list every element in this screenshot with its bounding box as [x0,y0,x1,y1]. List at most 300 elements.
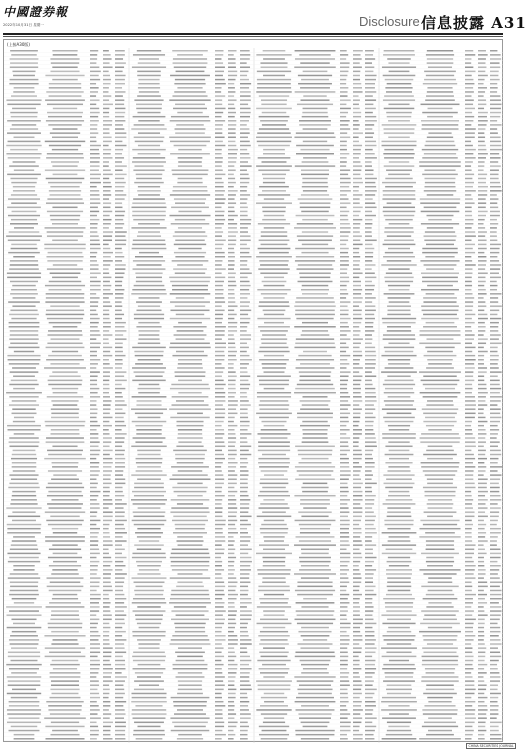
table-cell-text [465,594,476,596]
table-cell-text [428,717,452,719]
table-cell-text [387,730,411,732]
table-cell-text [103,347,112,349]
table-cell-text [103,474,111,476]
table-cell-text [296,697,334,699]
table-cell-text [298,240,332,242]
table-cell-text [296,132,334,134]
table-cell-text [48,705,82,707]
table-cell-text [9,83,38,85]
table-cell-text [302,178,327,180]
table-cell-text [48,116,82,118]
table-cell-text [13,470,36,472]
table-cell-text [228,334,234,336]
table-cell-text [103,285,111,287]
table-cell-text [171,594,210,596]
table-cell-text [136,178,162,180]
table-cell-text [382,668,416,670]
table-cell-text [47,396,84,398]
table-cell-text [115,462,125,464]
table-cell-text [299,120,331,122]
table-cell-text [136,462,162,464]
table-cell-text [138,186,160,188]
table-cell-text [385,351,413,353]
table-cell-text [103,330,109,332]
table-cell-text [261,231,287,233]
table-cell-text [465,178,472,180]
table-cell-text [178,680,202,682]
table-cell-text [365,491,372,493]
table-cell-text [44,635,85,637]
table-cell-text [103,153,111,155]
table-cell-text [170,557,210,559]
table-cell-text [176,314,205,316]
table-cell-text [215,322,222,324]
table-cell-text [340,248,349,250]
table-cell-text [132,289,165,291]
table-cell-text [139,384,160,386]
table-cell-text [13,186,35,188]
table-cell-text [240,240,251,242]
table-cell-text [478,289,486,291]
table-cell-text [465,717,476,719]
table-cell-text [240,231,248,233]
table-cell-text [490,310,499,312]
table-cell-text [132,421,167,423]
table-cell-text [490,421,500,423]
table-cell-text [478,495,485,497]
table-cell-text [490,132,498,134]
table-cell-text [365,330,374,332]
table-cell-text [478,569,486,571]
table-cell-text [115,79,125,81]
table-cell-text [7,676,42,678]
table-cell-text [7,528,40,530]
table-cell-text [13,375,35,377]
table-cell-text [490,664,497,666]
table-cell-text [228,223,237,225]
table-cell-text [465,75,472,77]
table-cell-text [261,104,286,106]
table-cell-text [90,664,100,666]
table-cell-text [9,396,38,398]
table-cell-text [425,491,456,493]
table-cell-text [240,153,249,155]
table-cell-text [340,264,349,266]
table-cell-text [215,413,225,415]
table-cell-text [9,610,39,612]
table-cell-text [258,169,289,171]
table-cell-text [175,652,205,654]
table-cell-text [465,697,471,699]
table-cell-text [465,71,476,73]
table-cell-text [365,128,372,130]
table-cell-text [115,83,125,85]
table-cell-text [46,347,85,349]
footer-page-tag: CHINA SECURITIES JOURNAL [466,743,516,749]
table-cell-text [490,153,499,155]
table-cell-text [50,71,79,73]
table-cell-text [382,717,416,719]
table-cell-text [44,367,86,369]
table-cell-text [340,95,348,97]
table-cell-text [9,668,39,670]
table-cell-text [353,244,363,246]
table-cell-text [478,474,484,476]
table-cell-text [465,66,473,68]
table-cell-text [428,429,451,431]
table-cell-text [228,227,237,229]
table-cell-text [296,367,335,369]
table-cell-text [340,581,349,583]
table-cell-text [115,137,126,139]
table-cell-text [90,631,98,633]
table-cell-text [115,532,127,534]
table-cell-text [262,124,286,126]
table-cell-text [103,388,110,390]
table-cell-text [228,231,238,233]
table-cell-text [240,75,247,77]
table-cell-text [173,701,207,703]
table-cell-text [90,404,96,406]
table-cell-text [132,713,167,715]
table-cell-text [478,446,484,448]
table-cell-text [465,54,475,56]
table-cell-text [134,581,165,583]
table-cell-text [427,697,452,699]
table-cell-text [300,207,330,209]
table-cell-text [215,215,224,217]
table-cell-text [385,252,413,254]
table-cell-text [340,116,346,118]
table-cell-text [340,87,348,89]
table-cell-text [340,684,350,686]
table-cell-text [263,647,285,649]
table-cell-text [103,79,111,81]
table-cell-text [215,602,225,604]
table-cell-text [256,54,291,56]
table-cell-text [138,132,160,134]
table-cell-text [478,400,485,402]
table-cell-text [263,50,286,52]
table-cell-text [8,561,40,563]
table-cell-text [340,676,348,678]
table-cell-text [465,190,476,192]
table-cell-text [365,235,372,237]
table-cell-text [228,614,236,616]
table-cell-text [133,260,165,262]
table-cell-text [215,499,222,501]
table-cell-text [176,297,204,299]
table-cell-text [173,268,207,270]
table-cell-text [478,581,487,583]
table-cell-text [353,404,359,406]
table-cell-text [172,569,208,571]
table-cell-text [465,272,472,274]
table-cell-text [103,145,109,147]
table-cell-text [260,639,287,641]
table-cell-text [52,50,77,52]
table-cell-text [176,351,204,353]
table-cell-text [53,174,78,176]
table-cell-text [428,66,452,68]
table-cell-text [50,219,79,221]
table-cell-text [478,614,488,616]
table-cell-text [257,569,291,571]
table-cell-text [240,561,252,563]
table-cell-text [228,380,236,382]
table-cell-text [264,227,284,229]
table-cell-text [419,536,460,538]
table-cell-text [465,437,475,439]
table-cell-text [240,112,251,114]
table-cell-text [465,351,472,353]
table-cell-text [428,132,451,134]
table-cell-text [340,202,350,204]
table-cell-text [90,483,98,485]
table-cell-text [384,149,413,151]
table-cell-text [422,709,457,711]
table-cell-text [388,540,411,542]
table-cell-text [175,219,205,221]
table-cell-text [103,62,110,64]
table-cell-text [353,207,363,209]
table-cell-text [228,474,237,476]
table-cell-text [134,371,165,373]
table-cell-text [353,672,359,674]
table-cell-text [6,606,42,608]
table-cell-text [340,58,346,60]
table-cell-text [177,656,203,658]
table-cell-text [215,425,222,427]
table-cell-text [426,684,453,686]
table-cell-text [490,285,497,287]
table-cell-text [136,277,162,279]
table-cell-text [46,120,84,122]
table-cell-text [465,664,473,666]
table-cell-text [228,351,237,353]
table-cell-text [215,293,223,295]
table-cell-text [133,437,166,439]
table-cell-text [90,272,101,274]
table-cell-text [240,446,251,448]
table-cell-text [115,734,125,736]
table-cell-text [115,99,124,101]
table-cell-text [382,145,417,147]
table-cell-text [340,557,350,559]
table-cell-text [427,458,453,460]
table-cell-text [365,194,375,196]
table-cell-text [258,248,291,250]
table-cell-text [175,528,205,530]
table-cell-text [353,322,361,324]
table-cell-text [52,240,78,242]
table-cell-text [169,347,210,349]
table-cell-text [353,83,361,85]
table-cell-text [365,83,375,85]
table-cell-text [175,240,204,242]
table-cell-text [365,614,372,616]
table-cell-text [115,495,124,497]
table-cell-text [295,388,335,390]
table-cell-text [300,277,331,279]
table-cell-text [353,137,359,139]
table-cell-text [260,400,289,402]
table-cell-text [365,421,374,423]
table-cell-text [103,441,111,443]
table-cell-text [215,367,225,369]
table-cell-text [170,153,210,155]
table-cell-text [115,680,125,682]
table-cell-text [137,549,161,551]
table-cell-text [90,219,99,221]
table-cell-text [340,91,348,93]
table-cell-text [240,62,247,64]
table-cell-text [90,347,100,349]
table-cell-text [133,717,166,719]
table-cell-text [478,660,485,662]
table-cell-text [465,301,473,303]
table-cell-text [490,264,501,266]
table-cell-text [12,211,37,213]
table-cell-text [103,433,110,435]
table-cell-text [115,260,122,262]
table-cell-text [365,507,372,509]
table-cell-text [178,684,202,686]
table-cell-text [173,62,208,64]
table-cell-text [385,462,412,464]
table-cell-text [9,701,40,703]
table-cell-text [365,652,376,654]
table-cell-text [215,557,221,559]
table-cell-text [215,338,222,340]
table-cell-text [90,198,100,200]
table-cell-text [465,244,475,246]
table-cell-text [301,99,330,101]
table-cell-text [240,116,250,118]
table-cell-text [340,178,351,180]
table-cell-text [490,660,499,662]
table-cell-text [240,71,248,73]
table-cell-text [427,565,453,567]
table-cell-text [478,392,488,394]
table-cell-text [425,388,455,390]
table-cell-text [13,569,34,571]
table-cell-text [340,231,350,233]
table-cell-text [12,413,37,415]
table-cell-text [10,635,38,637]
table-cell-text [10,310,37,312]
table-cell-text [296,610,335,612]
table-cell-text [386,610,411,612]
table-cell-text [385,606,413,608]
table-cell-text [50,58,79,60]
table-cell-text [301,553,328,555]
table-cell-text [12,367,36,369]
table-cell-text [301,487,328,489]
table-cell-text [385,404,413,406]
table-cell-text [478,194,487,196]
table-cell-text [115,301,122,303]
table-cell-text [478,128,485,130]
table-cell-text [465,99,474,101]
table-cell-text [240,709,249,711]
table-cell-text [259,116,290,118]
table-cell-text [228,215,238,217]
table-cell-text [340,367,346,369]
table-cell-text [353,474,359,476]
table-cell-text [103,507,109,509]
table-cell-text [365,680,374,682]
table-cell-text [240,343,247,345]
table-cell-text [490,627,500,629]
table-cell-text [353,478,361,480]
table-cell-text [10,503,37,505]
table-cell-text [478,281,486,283]
table-cell-text [478,87,487,89]
table-cell-text [90,116,98,118]
table-cell-text [478,594,487,596]
table-cell-text [228,684,234,686]
table-cell-text [240,491,247,493]
table-cell-text [215,404,223,406]
table-cell-text [215,310,225,312]
table-cell-text [423,326,457,328]
table-cell-text [428,581,453,583]
table-cell-text [50,186,79,188]
table-cell-text [133,511,166,513]
table-cell-text [365,293,372,295]
table-cell-text [340,219,348,221]
table-cell-text [240,462,248,464]
table-cell-text [340,301,350,303]
table-cell-text [465,627,473,629]
table-cell-text [340,235,349,237]
table-cell-text [365,528,376,530]
table-cell-text [478,573,486,575]
table-cell-text [215,248,222,250]
table-cell-text [340,598,348,600]
table-cell-text [353,689,361,691]
table-cell-text [240,359,252,361]
table-cell-text [387,305,411,307]
table-cell-text [340,252,348,254]
table-cell-text [103,503,113,505]
table-cell-text [365,347,375,349]
table-cell-text [115,520,127,522]
table-cell-text [228,536,234,538]
table-cell-text [490,553,501,555]
table-cell-text [240,532,248,534]
table-cell-text [133,516,164,518]
table-cell-text [340,540,349,542]
table-cell-text [90,169,99,171]
table-cell-text [115,606,127,608]
table-cell-text [262,511,286,513]
table-cell-text [103,91,109,93]
table-cell-text [465,569,475,571]
table-cell-text [298,450,333,452]
table-cell-text [49,281,82,283]
table-cell-text [50,433,79,435]
table-cell-text [353,726,360,728]
table-cell-text [176,400,204,402]
table-cell-text [478,227,485,229]
table-cell-text [103,116,109,118]
table-cell-text [135,425,162,427]
table-cell-text [49,95,82,97]
table-cell-text [215,371,223,373]
table-cell-text [365,524,374,526]
